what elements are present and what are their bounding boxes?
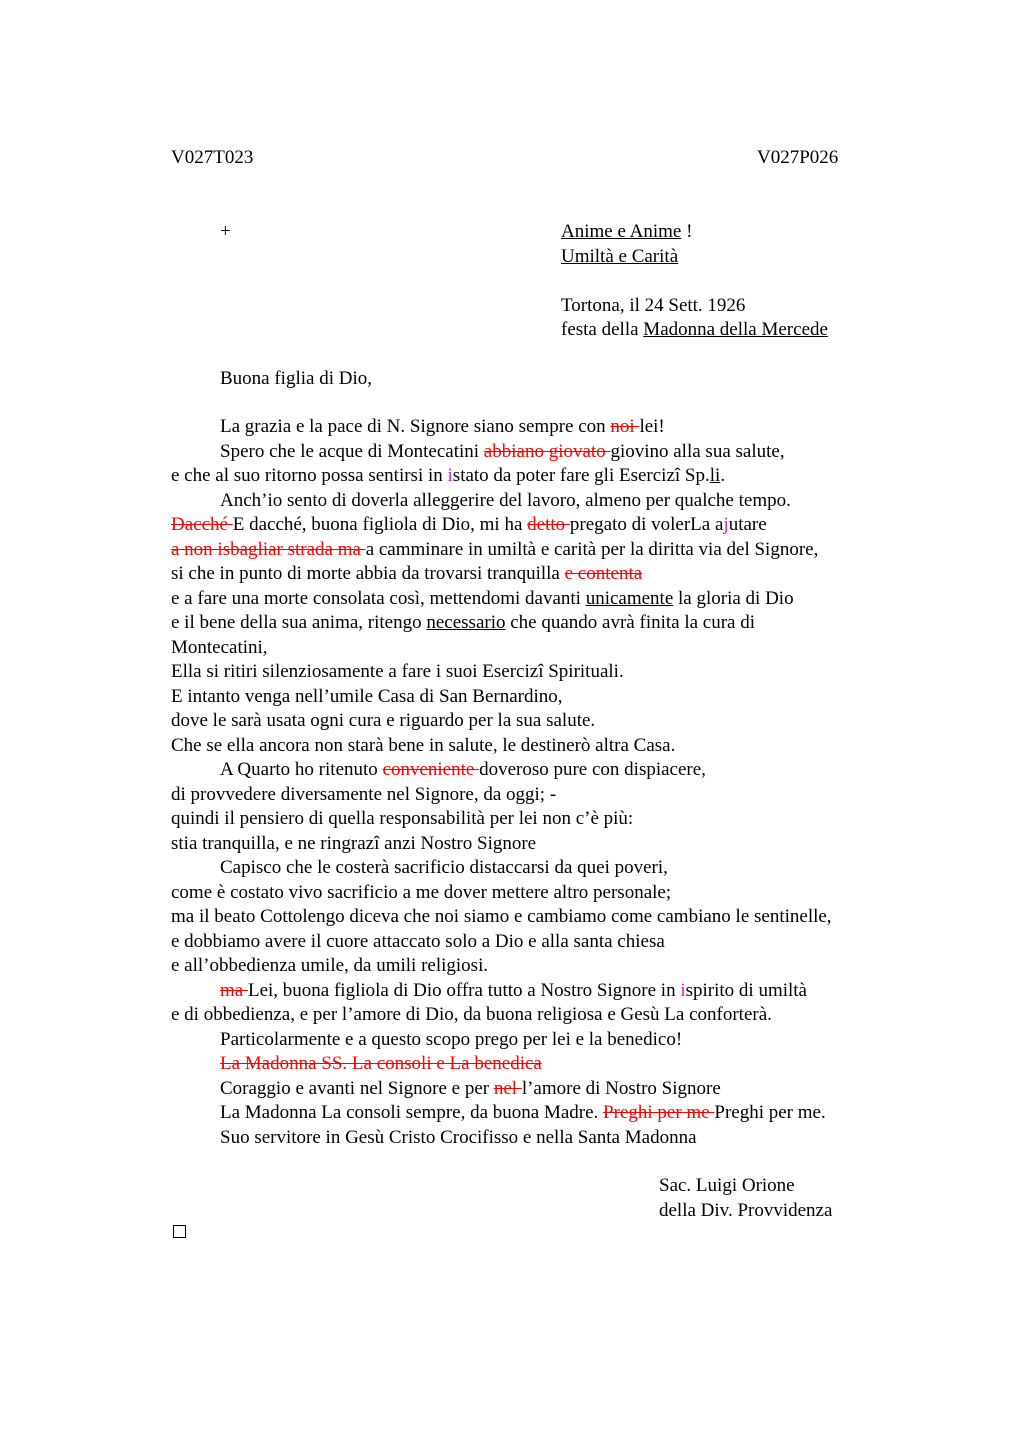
text-segment: La grazia e la pace di N. Signore siano sempre con bbox=[220, 416, 611, 437]
body-line: Montecatini, bbox=[171, 636, 268, 658]
salutation: Buona figlia di Dio, bbox=[220, 368, 372, 389]
text-segment: Lei, buona figliola di Dio offra tutto a Nostro Signore in bbox=[247, 979, 681, 1001]
end-box-icon bbox=[173, 1225, 186, 1238]
text-segment: stato da poter fare gli Esercizi bbox=[452, 465, 681, 486]
text-segment: e a fare una morte consolata così, mettendomi davanti bbox=[171, 587, 586, 609]
underlined-text: li bbox=[709, 465, 721, 486]
body-line bbox=[171, 1101, 931, 1126]
body-line: quindi il pensiero di quella responsabilità per lei non c’è più: bbox=[171, 808, 634, 829]
text-segment: Ella si ritiri silenziosamente a fare i suoi Esercizi bbox=[171, 661, 544, 682]
body-line: dove le sarà usata ogni cura e riguardo per la sua salute. bbox=[171, 710, 596, 731]
deleted-text: noi bbox=[610, 416, 640, 437]
body-line bbox=[171, 562, 931, 587]
body-line bbox=[171, 415, 931, 440]
body-line: ma il beato Cottolengo diceva che noi siamo e cambiamo come cambiano le sentinelle, bbox=[171, 906, 832, 927]
text-segment: l’amore di Nostro Signore bbox=[521, 1077, 721, 1099]
deleted-text: Preghi per me bbox=[603, 1102, 715, 1123]
deleted-text: Dacché bbox=[171, 514, 233, 535]
inserted-text: i bbox=[447, 465, 453, 486]
deleted-text: e contenta bbox=[564, 563, 643, 584]
body-line: di provvedere diversamente nel Signore, da oggi; - bbox=[171, 783, 557, 805]
body-line bbox=[171, 587, 931, 612]
letter-body bbox=[171, 415, 931, 1150]
body-line: Suo servitore in Gesù Cristo Crocifisso e nella Santa Madonna bbox=[220, 1126, 697, 1148]
body-line bbox=[171, 611, 931, 636]
body-line bbox=[171, 758, 931, 783]
cross-symbol: + bbox=[220, 221, 231, 242]
body-line bbox=[171, 1052, 931, 1077]
body-line bbox=[171, 464, 931, 489]
heading-motto: Anime e Anime bbox=[561, 221, 682, 242]
body-line bbox=[171, 1077, 931, 1102]
body-line: e dobbiamo avere il cuore attaccato solo a Dio e alla santa chiesa bbox=[171, 930, 665, 952]
body-line: come è costato vivo sacrificio a me dover mettere altro personale; bbox=[171, 881, 672, 903]
body-line bbox=[171, 979, 931, 1004]
heading-line-2 bbox=[561, 245, 678, 270]
text-segment: e che al suo ritorno possa sentirsi in bbox=[171, 465, 448, 486]
archive-code-right: V027P026 bbox=[757, 147, 839, 168]
heading-line-1 bbox=[561, 220, 692, 245]
text-segment: che quando avrà finita la cura di bbox=[505, 612, 756, 633]
body-line bbox=[171, 832, 931, 857]
text-segment: pregato di volerLa a bbox=[569, 514, 724, 535]
text-segment: . bbox=[720, 465, 726, 486]
body-line bbox=[171, 440, 931, 465]
body-line bbox=[171, 513, 931, 538]
text-segment: spirito di umiltà bbox=[685, 979, 807, 1001]
feast-prefix: festa della bbox=[561, 319, 644, 340]
body-line: e all’obbedienza umile, da umili religiosi. bbox=[171, 955, 489, 976]
text-segment: Spirituali. bbox=[543, 661, 624, 682]
text-segment: e il bene della sua anima, ritengo bbox=[171, 612, 427, 633]
text-segment: Preghi per me. bbox=[714, 1102, 826, 1123]
deleted-text: ma bbox=[220, 979, 248, 1001]
body-line: Che se ella ancora non starà bene in salute, le destinerò altra Casa. bbox=[171, 734, 676, 756]
body-line bbox=[171, 660, 931, 685]
body-line: e di obbedienza, e per l’amore di Dio, da buona religiosa e Gesù La conforterà. bbox=[171, 1004, 772, 1025]
body-line: Particolarmente e a questo scopo prego per lei e la benedico! bbox=[220, 1028, 683, 1050]
underlined-text: necessario bbox=[426, 612, 506, 633]
underlined-text: unicamente bbox=[585, 587, 674, 609]
deleted-text: nel bbox=[493, 1077, 522, 1099]
text-segment: a camminare in umiltà e carità per la diritta via del Signore, bbox=[365, 538, 819, 560]
heading-virtues: Umiltà e Carità bbox=[561, 245, 679, 267]
inserted-text: j bbox=[723, 514, 729, 535]
deleted-text: conveniente bbox=[382, 759, 480, 780]
text-segment: giovino alla sua salute, bbox=[610, 440, 785, 462]
text-segment: Spero che le acque di Montecatini bbox=[220, 440, 484, 462]
text-segment: lei! bbox=[639, 416, 665, 437]
text-segment: Sp. bbox=[680, 465, 710, 486]
body-line bbox=[171, 538, 931, 563]
deleted-text: detto bbox=[527, 514, 570, 535]
text-segment: stia tranquilla, e ne ringrazi bbox=[171, 832, 380, 854]
date-place: Tortona, il 24 Sett. 1926 bbox=[561, 294, 746, 316]
body-line: E intanto venga nell’umile Casa di San Bernardino, bbox=[171, 685, 563, 707]
deleted-text: a non isbagliar strada ma bbox=[171, 538, 366, 560]
heading-exclamation: ! bbox=[681, 221, 693, 242]
deleted-text: abbiano giovato bbox=[483, 440, 611, 462]
feast-day bbox=[561, 318, 828, 343]
text-segment: utare bbox=[728, 514, 767, 535]
text-segment: Coraggio e avanti nel Signore e per bbox=[220, 1077, 494, 1099]
text-segment: anzi Nostro Signore bbox=[379, 832, 537, 854]
signature-name: Sac. Luigi Orione bbox=[659, 1175, 795, 1196]
text-segment: E dacché, buona figliola di Dio, mi ha bbox=[232, 514, 528, 535]
deleted-text: La Madonna SS. La consoli e La benedica bbox=[220, 1053, 542, 1074]
text-segment: doveroso pure con dispiacere, bbox=[479, 759, 706, 780]
text-segment: la gloria di Dio bbox=[673, 587, 794, 609]
body-line: Capisco che le costerà sacrificio distaccarsi da quei poveri, bbox=[220, 857, 668, 878]
body-line: Anch’io sento di doverla alleggerire del lavoro, almeno per qualche tempo. bbox=[220, 489, 791, 511]
signature-title: della Div. Provvidenza bbox=[659, 1199, 833, 1221]
archive-code-left: V027T023 bbox=[171, 147, 254, 168]
inserted-text: i bbox=[680, 979, 686, 1001]
text-segment: La Madonna La consoli sempre, da buona Madre. bbox=[220, 1102, 604, 1123]
feast-name: Madonna della Mercede bbox=[643, 319, 828, 340]
text-segment: A Quarto ho ritenuto bbox=[220, 759, 383, 780]
text-segment: si che in punto di morte abbia da trovarsi tranquilla bbox=[171, 563, 565, 584]
